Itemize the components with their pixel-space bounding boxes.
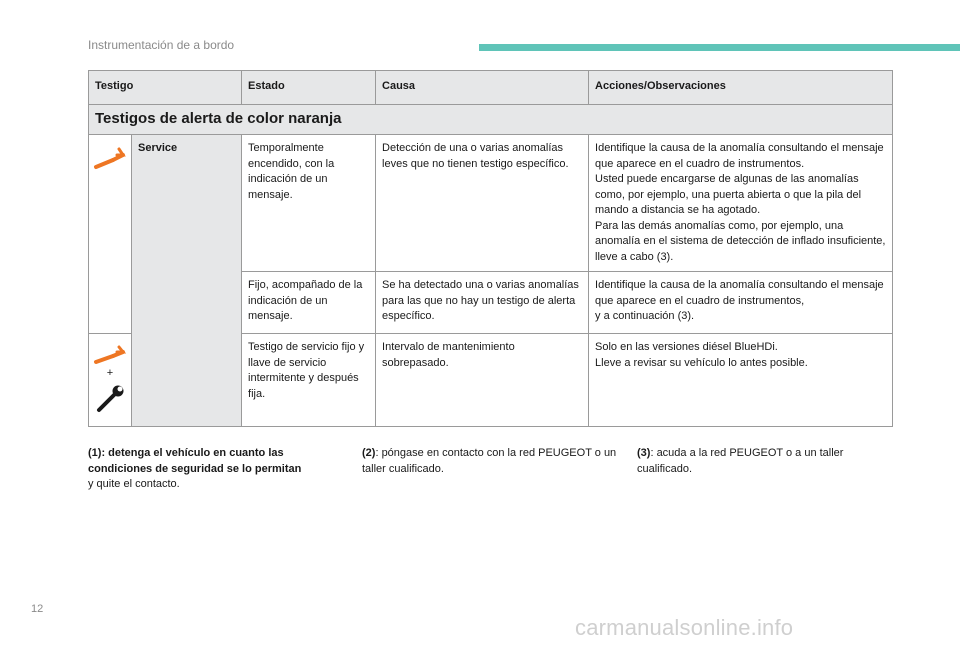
footnote-1-bold: : detenga el vehículo en cuanto las condiciones de seguridad se lo permitan <box>88 447 302 475</box>
cell-acciones: Solo en las versiones diésel BlueHDi. Lleve a revisar su vehículo lo antes posible. <box>589 334 893 427</box>
warning-lamps-table <box>88 70 893 427</box>
footnote-1 <box>88 446 338 493</box>
footnote-1-rest: y quite el contacto. <box>88 478 180 490</box>
cell-estado: Testigo de servicio fijo y llave de servicio intermitente y después fija. <box>242 334 376 427</box>
cell-causa: Detección de una o varias anomalías leves que no tienen testigo específico. <box>376 135 589 272</box>
plus-sign: + <box>106 367 114 379</box>
col-header-causa: Causa <box>376 71 589 105</box>
page-number: 12 <box>31 603 44 615</box>
section-row <box>89 105 893 135</box>
header-title: Instrumentación de a bordo <box>88 38 235 52</box>
cell-estado: Temporalmente encendido, con la indicación de un mensaje. <box>242 135 376 272</box>
footnote-3-text: : acuda a la red PEUGEOT o a un taller cualificado. <box>637 447 844 475</box>
cell-acciones: Identifique la causa de la anomalía consultando el mensaje que aparece en el cuadro de instrumentos, y a continuación (3). <box>589 272 893 334</box>
watermark: carmanualsonline.info <box>575 615 794 640</box>
cell-acciones: Identifique la causa de la anomalía consultando el mensaje que aparece en el cuadro de instrumentos. Usted puede encargarse de algunas de las anomalías como, por ejemplo, una puerta abierta o que la pila del mando a distancia se ha agotado. Para las demás anomalías como, por ejemplo, una anomalía en el sistema de detección de inflado insuficiente, lleve a cabo (3). <box>589 135 893 272</box>
indicator-name: Service <box>132 135 242 427</box>
footnote-2-text: : póngase en contacto con la red PEUGEOT o un taller cualificado. <box>362 447 617 475</box>
col-header-acciones: Acciones/Observaciones <box>589 71 893 105</box>
footnote-3 <box>637 446 887 477</box>
footnote-1-ref: (1) <box>88 447 102 459</box>
icon-cell-service <box>89 135 132 334</box>
service-wrench-orange-icon <box>93 344 127 366</box>
table-row <box>89 135 893 272</box>
icon-cell-service-combined <box>89 334 132 427</box>
col-header-estado: Estado <box>242 71 376 105</box>
service-wrench-orange-icon <box>93 143 127 173</box>
section-title: Testigos de alerta de color naranja <box>89 105 893 135</box>
spanner-black-icon <box>93 384 127 414</box>
col-header-testigo: Testigo <box>89 71 242 105</box>
footnote-2 <box>362 446 622 477</box>
cell-causa: Se ha detectado una o varias anomalías para las que no hay un testigo de alerta específico. <box>376 272 589 334</box>
footnote-3-ref: (3) <box>637 447 651 459</box>
header-accent-bar <box>479 44 960 51</box>
cell-estado: Fijo, acompañado de la indicación de un mensaje. <box>242 272 376 334</box>
cell-causa: Intervalo de mantenimiento sobrepasado. <box>376 334 589 427</box>
table-header-row <box>89 71 893 105</box>
footnote-2-ref: (2) <box>362 447 376 459</box>
